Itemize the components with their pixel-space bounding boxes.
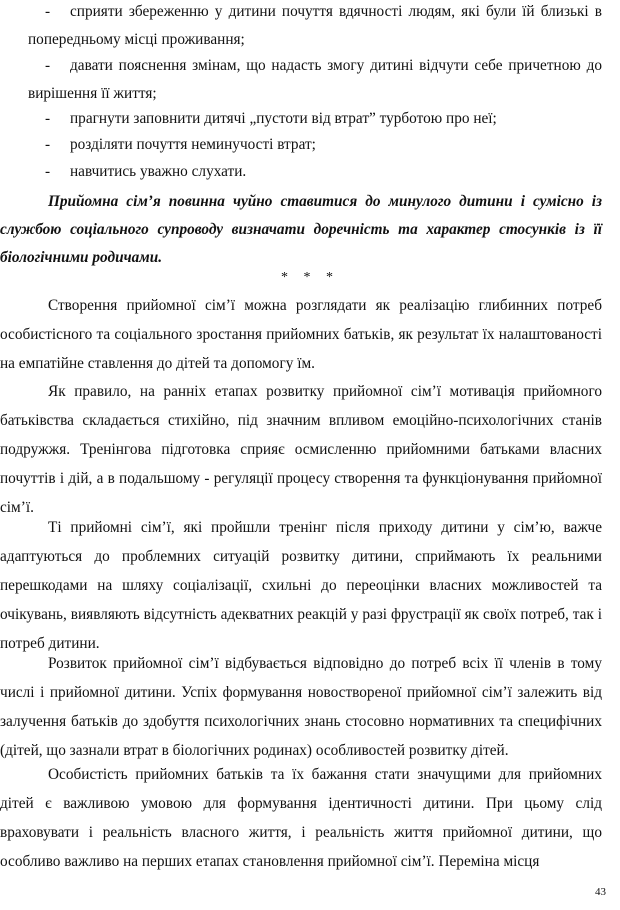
bullet-text: розділяти почуття неминучості втрат; xyxy=(70,136,316,153)
body-paragraph: Ті прийомні сім’ї, які пройшли тренінг після приходу дитини у сім’ю, важче адаптуються до проблемних ситуацій розвитку дитини, сприймають їх реальними перешкодами на шляху соціалізації, схильні до переоцінки власних можливостей та очікувань, виявляють відсутність адекватних реакцій у разі фрустрації як своїх потреб, так і потреб дитини. xyxy=(0,519,602,652)
emphasis-paragraph: Прийомна сім’я повинна чуйно ставитися до минулого дитини і сумісно із службою соціального супроводу визначати доречність та характер стосунків із її біологічними родичами. xyxy=(0,193,602,266)
bullet-text: давати пояснення змінам, що надасть змогу дитині відчути себе причетною до вирішення її життя; xyxy=(28,57,602,102)
section-separator: * * * xyxy=(281,270,339,285)
bullet-text: навчитись уважно слухати. xyxy=(70,163,247,180)
bullet-item xyxy=(28,158,602,186)
bullet-dash: - xyxy=(45,3,51,20)
bullet-dash: - xyxy=(45,163,51,180)
bullet-text: прагнути заповнити дитячі „пустоти від втрат” турботою про неї; xyxy=(70,110,497,127)
body-paragraph: Створення прийомної сім’ї можна розглядати як реалізацію глибинних потреб особистісного та соціального зростання прийомних батьків, як результат їх налаштованості на емпатійне ставлення до дітей та допомогу їм. xyxy=(0,297,602,372)
bullet-item xyxy=(28,0,602,53)
bullet-dash: - xyxy=(45,110,51,127)
page-number: 43 xyxy=(595,886,606,898)
bullet-dash: - xyxy=(45,57,51,74)
body-paragraph: Як правило, на ранніх етапах розвитку прийомної сім’ї мотивація прийомного батьківства складається стихійно, під значним впливом емоційно-психологічних станів подружжя. Тренінгова підготовка сприяє осмисленню прийомними батьками власних почуттів і дій, а в подальшому - регуляції процесу створення та функціонування прийомної сім’ї. xyxy=(0,383,602,516)
bullet-text: сприяти збереженню у дитини почуття вдячності людям, які були їй близькі в попередньому місці проживання; xyxy=(28,3,602,48)
body-paragraph: Особистість прийомних батьків та їх бажання стати значущими для прийомних дітей є важливою умовою для формування ідентичності дитини. При цьому слід враховувати і реальність власного життя, і реальність життя прийомної дитини, що особливо важливо на перших етапах становлення прийомної сім’ї. Переміна місця xyxy=(0,766,602,870)
bullet-item xyxy=(28,131,602,159)
bullet-item xyxy=(28,105,602,133)
bullet-item xyxy=(28,52,602,107)
body-paragraph: Розвиток прийомної сім’ї відбувається відповідно до потреб всіх її членів в тому числі і прийомної дитини. Успіх формування новоствореної прийомної сім’ї залежить від залучення батьків до здобуття психологічних знань стосовно нормативних та специфічних (дітей, що зазнали втрат в біологічних родинах) особливостей розвитку дітей. xyxy=(0,655,602,759)
bullet-dash: - xyxy=(45,136,51,153)
